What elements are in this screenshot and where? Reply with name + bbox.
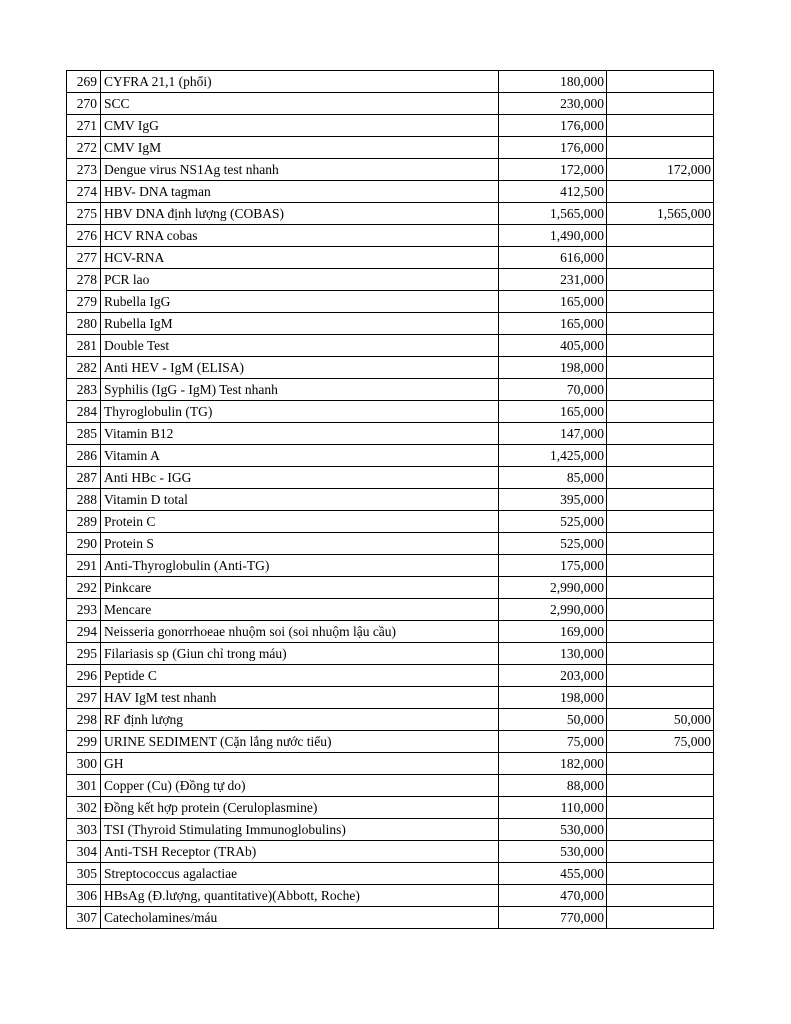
table-row [67,93,714,115]
test-price: 395,000 [499,489,607,511]
test-name: HBV- DNA tagman [101,181,499,203]
test-name: PCR lao [101,269,499,291]
extra-price [607,599,714,621]
row-number: 289 [67,511,101,533]
test-price: 175,000 [499,555,607,577]
test-price: 130,000 [499,643,607,665]
extra-price [607,115,714,137]
extra-price [607,665,714,687]
table-row [67,775,714,797]
row-number: 291 [67,555,101,577]
extra-price: 1,565,000 [607,203,714,225]
table-row [67,379,714,401]
test-price: 616,000 [499,247,607,269]
test-name: RF định lượng [101,709,499,731]
table-row [67,159,714,181]
test-price: 110,000 [499,797,607,819]
test-name: CYFRA 21,1 (phổi) [101,71,499,93]
row-number: 307 [67,907,101,929]
row-number: 279 [67,291,101,313]
test-price: 770,000 [499,907,607,929]
test-name: Rubella IgM [101,313,499,335]
table-row [67,797,714,819]
table-row [67,643,714,665]
test-price: 180,000 [499,71,607,93]
table-row [67,511,714,533]
extra-price [607,225,714,247]
test-name: TSI (Thyroid Stimulating Immunoglobulins) [101,819,499,841]
test-price: 530,000 [499,819,607,841]
table-row [67,357,714,379]
test-name: HAV IgM test nhanh [101,687,499,709]
row-number: 273 [67,159,101,181]
extra-price: 50,000 [607,709,714,731]
row-number: 287 [67,467,101,489]
test-price: 1,490,000 [499,225,607,247]
test-name: Đồng kết hợp protein (Ceruloplasmine) [101,797,499,819]
row-number: 282 [67,357,101,379]
test-name: Anti HBc - IGG [101,467,499,489]
row-number: 303 [67,819,101,841]
extra-price: 172,000 [607,159,714,181]
table-row [67,467,714,489]
test-name: Vitamin A [101,445,499,467]
table-row [67,115,714,137]
row-number: 298 [67,709,101,731]
test-price: 85,000 [499,467,607,489]
extra-price [607,841,714,863]
test-name: Peptide C [101,665,499,687]
extra-price [607,511,714,533]
table-row [67,863,714,885]
row-number: 306 [67,885,101,907]
row-number: 283 [67,379,101,401]
row-number: 272 [67,137,101,159]
test-name: Anti-TSH Receptor (TRAb) [101,841,499,863]
row-number: 293 [67,599,101,621]
test-price: 182,000 [499,753,607,775]
table-row [67,291,714,313]
row-number: 271 [67,115,101,137]
row-number: 275 [67,203,101,225]
table-row [67,753,714,775]
test-price: 412,500 [499,181,607,203]
table-row [67,247,714,269]
test-price: 165,000 [499,401,607,423]
test-name: GH [101,753,499,775]
test-name: Rubella IgG [101,291,499,313]
test-name: Vitamin D total [101,489,499,511]
price-table [66,70,714,929]
extra-price [607,467,714,489]
row-number: 292 [67,577,101,599]
extra-price: 75,000 [607,731,714,753]
test-name: Vitamin B12 [101,423,499,445]
test-price: 405,000 [499,335,607,357]
row-number: 288 [67,489,101,511]
extra-price [607,489,714,511]
row-number: 296 [67,665,101,687]
extra-price [607,753,714,775]
row-number: 295 [67,643,101,665]
table-row [67,203,714,225]
test-name: HBsAg (Đ.lượng, quantitative)(Abbott, Roche) [101,885,499,907]
table-row [67,335,714,357]
extra-price [607,137,714,159]
test-price: 203,000 [499,665,607,687]
row-number: 281 [67,335,101,357]
test-name: HBV DNA định lượng (COBAS) [101,203,499,225]
row-number: 278 [67,269,101,291]
extra-price [607,291,714,313]
table-row [67,665,714,687]
test-name: Copper (Cu) (Đồng tự do) [101,775,499,797]
test-price: 2,990,000 [499,599,607,621]
row-number: 301 [67,775,101,797]
test-name: Mencare [101,599,499,621]
test-price: 455,000 [499,863,607,885]
table-row [67,71,714,93]
test-price: 1,425,000 [499,445,607,467]
extra-price [607,907,714,929]
extra-price [607,401,714,423]
test-price: 88,000 [499,775,607,797]
test-price: 172,000 [499,159,607,181]
extra-price [607,687,714,709]
test-price: 198,000 [499,687,607,709]
test-price: 525,000 [499,533,607,555]
test-price: 50,000 [499,709,607,731]
table-row [67,269,714,291]
test-price: 70,000 [499,379,607,401]
row-number: 274 [67,181,101,203]
test-name: CMV IgG [101,115,499,137]
extra-price [607,775,714,797]
table-row [67,489,714,511]
test-price: 470,000 [499,885,607,907]
table-row [67,687,714,709]
extra-price [607,269,714,291]
test-name: Streptococcus agalactiae [101,863,499,885]
test-price: 75,000 [499,731,607,753]
extra-price [607,533,714,555]
test-price: 169,000 [499,621,607,643]
extra-price [607,555,714,577]
table-row [67,731,714,753]
test-name: HCV-RNA [101,247,499,269]
test-name: Protein C [101,511,499,533]
extra-price [607,577,714,599]
row-number: 294 [67,621,101,643]
table-row [67,709,714,731]
test-price: 230,000 [499,93,607,115]
table-row [67,819,714,841]
row-number: 299 [67,731,101,753]
row-number: 286 [67,445,101,467]
test-price: 176,000 [499,115,607,137]
row-number: 269 [67,71,101,93]
test-price: 525,000 [499,511,607,533]
extra-price [607,247,714,269]
test-price: 176,000 [499,137,607,159]
row-number: 300 [67,753,101,775]
test-name: Protein S [101,533,499,555]
row-number: 304 [67,841,101,863]
extra-price [607,423,714,445]
test-name: Pinkcare [101,577,499,599]
extra-price [607,885,714,907]
extra-price [607,93,714,115]
row-number: 297 [67,687,101,709]
test-name: Filariasis sp (Giun chỉ trong máu) [101,643,499,665]
test-price: 231,000 [499,269,607,291]
test-price: 1,565,000 [499,203,607,225]
table-row [67,445,714,467]
test-name: CMV IgM [101,137,499,159]
test-name: Syphilis (IgG - IgM) Test nhanh [101,379,499,401]
extra-price [607,313,714,335]
test-name: Double Test [101,335,499,357]
extra-price [607,819,714,841]
extra-price [607,379,714,401]
extra-price [607,863,714,885]
row-number: 284 [67,401,101,423]
test-price: 2,990,000 [499,577,607,599]
price-table-body [67,71,714,929]
row-number: 305 [67,863,101,885]
test-name: Thyroglobulin (TG) [101,401,499,423]
extra-price [607,621,714,643]
test-price: 165,000 [499,313,607,335]
test-price: 530,000 [499,841,607,863]
table-row [67,599,714,621]
row-number: 280 [67,313,101,335]
extra-price [607,335,714,357]
extra-price [607,181,714,203]
test-price: 165,000 [499,291,607,313]
table-row [67,907,714,929]
row-number: 290 [67,533,101,555]
table-row [67,423,714,445]
test-name: Dengue virus NS1Ag test nhanh [101,159,499,181]
test-price: 147,000 [499,423,607,445]
table-row [67,313,714,335]
extra-price [607,357,714,379]
row-number: 277 [67,247,101,269]
row-number: 285 [67,423,101,445]
row-number: 276 [67,225,101,247]
test-name: Anti-Thyroglobulin (Anti-TG) [101,555,499,577]
test-name: Neisseria gonorrhoeae nhuộm soi (soi nhuộm lậu cầu) [101,621,499,643]
table-row [67,137,714,159]
table-row [67,401,714,423]
extra-price [607,643,714,665]
table-row [67,225,714,247]
table-row [67,841,714,863]
extra-price [607,71,714,93]
table-row [67,885,714,907]
test-name: Anti HEV - IgM (ELISA) [101,357,499,379]
test-name: HCV RNA cobas [101,225,499,247]
table-row [67,555,714,577]
extra-price [607,445,714,467]
row-number: 270 [67,93,101,115]
test-name: SCC [101,93,499,115]
test-price: 198,000 [499,357,607,379]
test-name: URINE SEDIMENT (Cặn lắng nước tiểu) [101,731,499,753]
row-number: 302 [67,797,101,819]
extra-price [607,797,714,819]
table-row [67,181,714,203]
test-name: Catecholamines/máu [101,907,499,929]
table-row [67,577,714,599]
table-row [67,533,714,555]
table-row [67,621,714,643]
